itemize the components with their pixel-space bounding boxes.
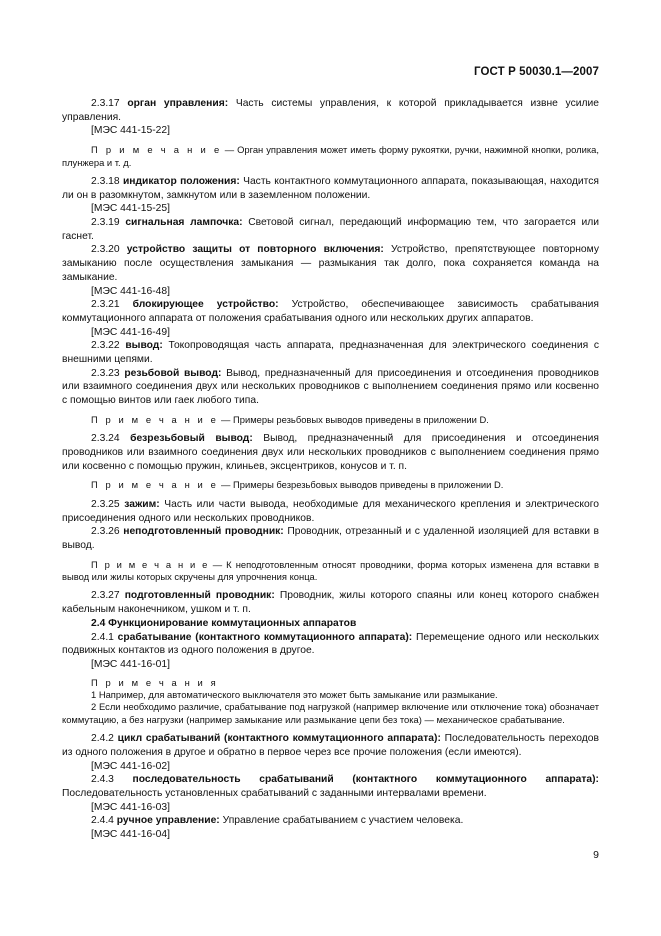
notes-heading: П р и м е ч а н и я xyxy=(91,676,219,688)
clause-number: 2.3.17 xyxy=(91,98,120,109)
clause-number: 2.3.22 xyxy=(91,340,120,352)
clause-text: Вывод, предназначенный для присоединения и отсоединения проводников или взаимного соединения двух или нескольких проводников с выполнением соединения прямо или косвенно с помощью пружин, клиньев, эксцентриков, конусов и т. п. xyxy=(62,433,599,472)
clause-text: Часть или части вывода, необходимые для механического крепления и электрического присоединения одного или нескольких проводников. xyxy=(62,498,599,524)
clause-text: Вывод, предназначенный для присоединения и отсоединения проводников или взаимного соединения двух или нескольких проводников с выполнением соединения прямо или косвенно с помощью винтов или гаек любого типа. xyxy=(62,367,599,407)
clause-2-3-25 xyxy=(62,498,599,525)
clause-text: Часть контактного коммутационного аппарата, показывающая, находится ли он в разомкнутом, замкнутом или в заземленном положении. xyxy=(62,175,599,201)
clause-number: 2.3.21 xyxy=(91,299,120,311)
clause-number: 2.4.3 xyxy=(91,774,114,786)
clause-number: 2.3.26 xyxy=(91,526,120,538)
note-text: — Примеры безрезьбовых выводов приведены в приложении D. xyxy=(221,479,504,491)
clause-term: срабатывание (контактного коммутационного аппарата): xyxy=(117,631,413,643)
note-text: — К неподготовленным относят проводники, форма которых изменена для вставки в вывод или жилы которых скручены для упрочнения конца. xyxy=(62,558,599,583)
clause-2-4-4 xyxy=(62,814,599,828)
iev-reference: [МЭС 441-16-03] xyxy=(91,801,170,813)
clause-text: Световой сигнал, передающий информацию тем, что загорается или гаснет. xyxy=(62,217,599,242)
clause-number: 2.3.20 xyxy=(91,244,120,256)
clause-term: безрезьбовый вывод: xyxy=(130,433,253,445)
clause-text: Перемещение одного или нескольких подвижных контактов из одного положения в другое. xyxy=(62,631,599,657)
note-label: П р и м е ч а н и е xyxy=(91,479,219,491)
document-code-header: ГОСТ Р 50030.1—2007 xyxy=(474,66,599,78)
clause-2-3-27 xyxy=(62,589,599,616)
clause-2-3-26 xyxy=(62,525,599,552)
clause-2-4-3 xyxy=(62,773,599,800)
clause-term: цикл срабатываний (контактного коммутационного аппарата): xyxy=(117,733,441,745)
clause-number: 2.4.4 xyxy=(91,815,114,827)
iev-reference: [МЭС 441-16-02] xyxy=(91,760,170,772)
clause-2-3-23 xyxy=(62,367,599,408)
iev-reference: [МЭС 441-16-49] xyxy=(91,326,170,338)
page-number: 9 xyxy=(593,849,599,861)
clause-text: Часть системы управления, к которой прикладывается извне усилие управления. xyxy=(62,98,599,123)
note-text: — Примеры резьбовых выводов приведены в приложении D. xyxy=(221,413,489,425)
clause-term: зажим: xyxy=(124,498,160,510)
clause-text: Токопроводящая часть аппарата, предназначенная для электрического соединения с внешними цепями. xyxy=(62,340,599,366)
clause-number: 2.3.19 xyxy=(91,217,120,229)
clause-term: последовательность срабатываний (контактного коммутационного аппарата): xyxy=(132,774,599,786)
note-2-3-26 xyxy=(62,559,599,584)
clause-number: 2.3.23 xyxy=(91,367,120,379)
clause-term: сигнальная лампочка: xyxy=(125,217,243,229)
clause-text: Последовательность установленных срабатываний с заданными интервалами времени. xyxy=(62,788,487,800)
note-2-3-24 xyxy=(62,479,599,491)
clause-text: Управление срабатыванием с участием человека. xyxy=(222,815,464,827)
clause-term: ручное управление: xyxy=(116,815,220,827)
clause-number: 2.3.24 xyxy=(91,433,120,445)
clause-number: 2.3.27 xyxy=(91,590,120,602)
clause-text: Последовательность переходов из одного положения в другое и обратно в первое через все прочие положения (если имеются). xyxy=(62,733,599,758)
clause-2-4-2 xyxy=(62,732,599,759)
clause-text: Проводник, отрезанный и с удаленной изоляцией для вставки в вывод. xyxy=(62,526,599,551)
note-text: — Орган управления может иметь форму рукоятки, ручки, нажимной кнопки, ролика, плунжера и т. д. xyxy=(62,144,599,168)
clause-term: подготовленный проводник: xyxy=(124,590,275,602)
clause-2-3-18 xyxy=(62,175,599,202)
clause-2-4-1 xyxy=(62,631,599,658)
iev-reference: [МЭС 441-16-48] xyxy=(91,285,170,297)
note-label: П р и м е ч а н и е xyxy=(91,144,222,156)
clause-text: Устройство, обеспечивающее зависимость срабатывания коммутационного аппарата от положения срабатывания одного или нескольких других аппаратов. xyxy=(62,299,599,324)
clause-text: Проводник, жилы которого спаяны или конец которого снабжен кабельным наконечником, ушком и т. п. xyxy=(62,590,600,616)
note-item-2: 2 Если необходимо различие, срабатывание под нагрузкой (например включение или отключение тока) обозначает коммутацию, а без нагрузки (например замыкание или размыкание цепи без тока) — механическое срабатывание. xyxy=(62,701,599,725)
clause-2-3-24 xyxy=(62,432,599,473)
clause-2-3-22 xyxy=(62,339,599,366)
note-label: П р и м е ч а н и е xyxy=(91,558,209,570)
iev-reference: [МЭС 441-16-01] xyxy=(91,658,170,670)
clause-term: индикатор положения: xyxy=(122,175,240,187)
iev-reference: [МЭС 441-16-04] xyxy=(91,829,170,841)
iev-reference: [МЭС 441-15-25] xyxy=(91,203,170,215)
section-heading-2-4: 2.4 Функционирование коммутационных аппаратов xyxy=(91,617,357,629)
clause-term: резьбовой вывод: xyxy=(124,367,222,379)
clause-number: 2.4.2 xyxy=(91,733,114,745)
clause-term: блокирующее устройство: xyxy=(132,299,279,311)
note-2-3-23 xyxy=(62,414,599,426)
note-item-1: 1 Например, для автоматического выключателя это может быть замыкание или размыкание. xyxy=(91,689,498,701)
clause-term: вывод: xyxy=(125,340,163,352)
clause-term: орган управления: xyxy=(127,98,229,109)
document-body xyxy=(62,97,599,842)
clause-number: 2.3.25 xyxy=(91,498,120,510)
note-label: П р и м е ч а н и е xyxy=(91,413,219,425)
clause-number: 2.3.18 xyxy=(91,175,120,187)
clause-2-3-21 xyxy=(62,298,599,325)
clause-2-3-19 xyxy=(62,216,599,243)
clause-term: неподготовленный проводник: xyxy=(123,526,284,538)
clause-number: 2.4.1 xyxy=(91,631,114,643)
note-2-3-17 xyxy=(62,144,599,169)
clause-term: устройство защиты от повторного включения: xyxy=(126,244,384,256)
clause-text: Устройство, препятствующее повторному замыканию после осуществления замыкания — размыкания так долго, пока сохраняется команда на замыкание. xyxy=(62,244,599,283)
clause-2-3-17 xyxy=(62,97,599,124)
clause-2-3-20 xyxy=(62,243,599,284)
iev-reference: [МЭС 441-15-22] xyxy=(91,125,170,137)
